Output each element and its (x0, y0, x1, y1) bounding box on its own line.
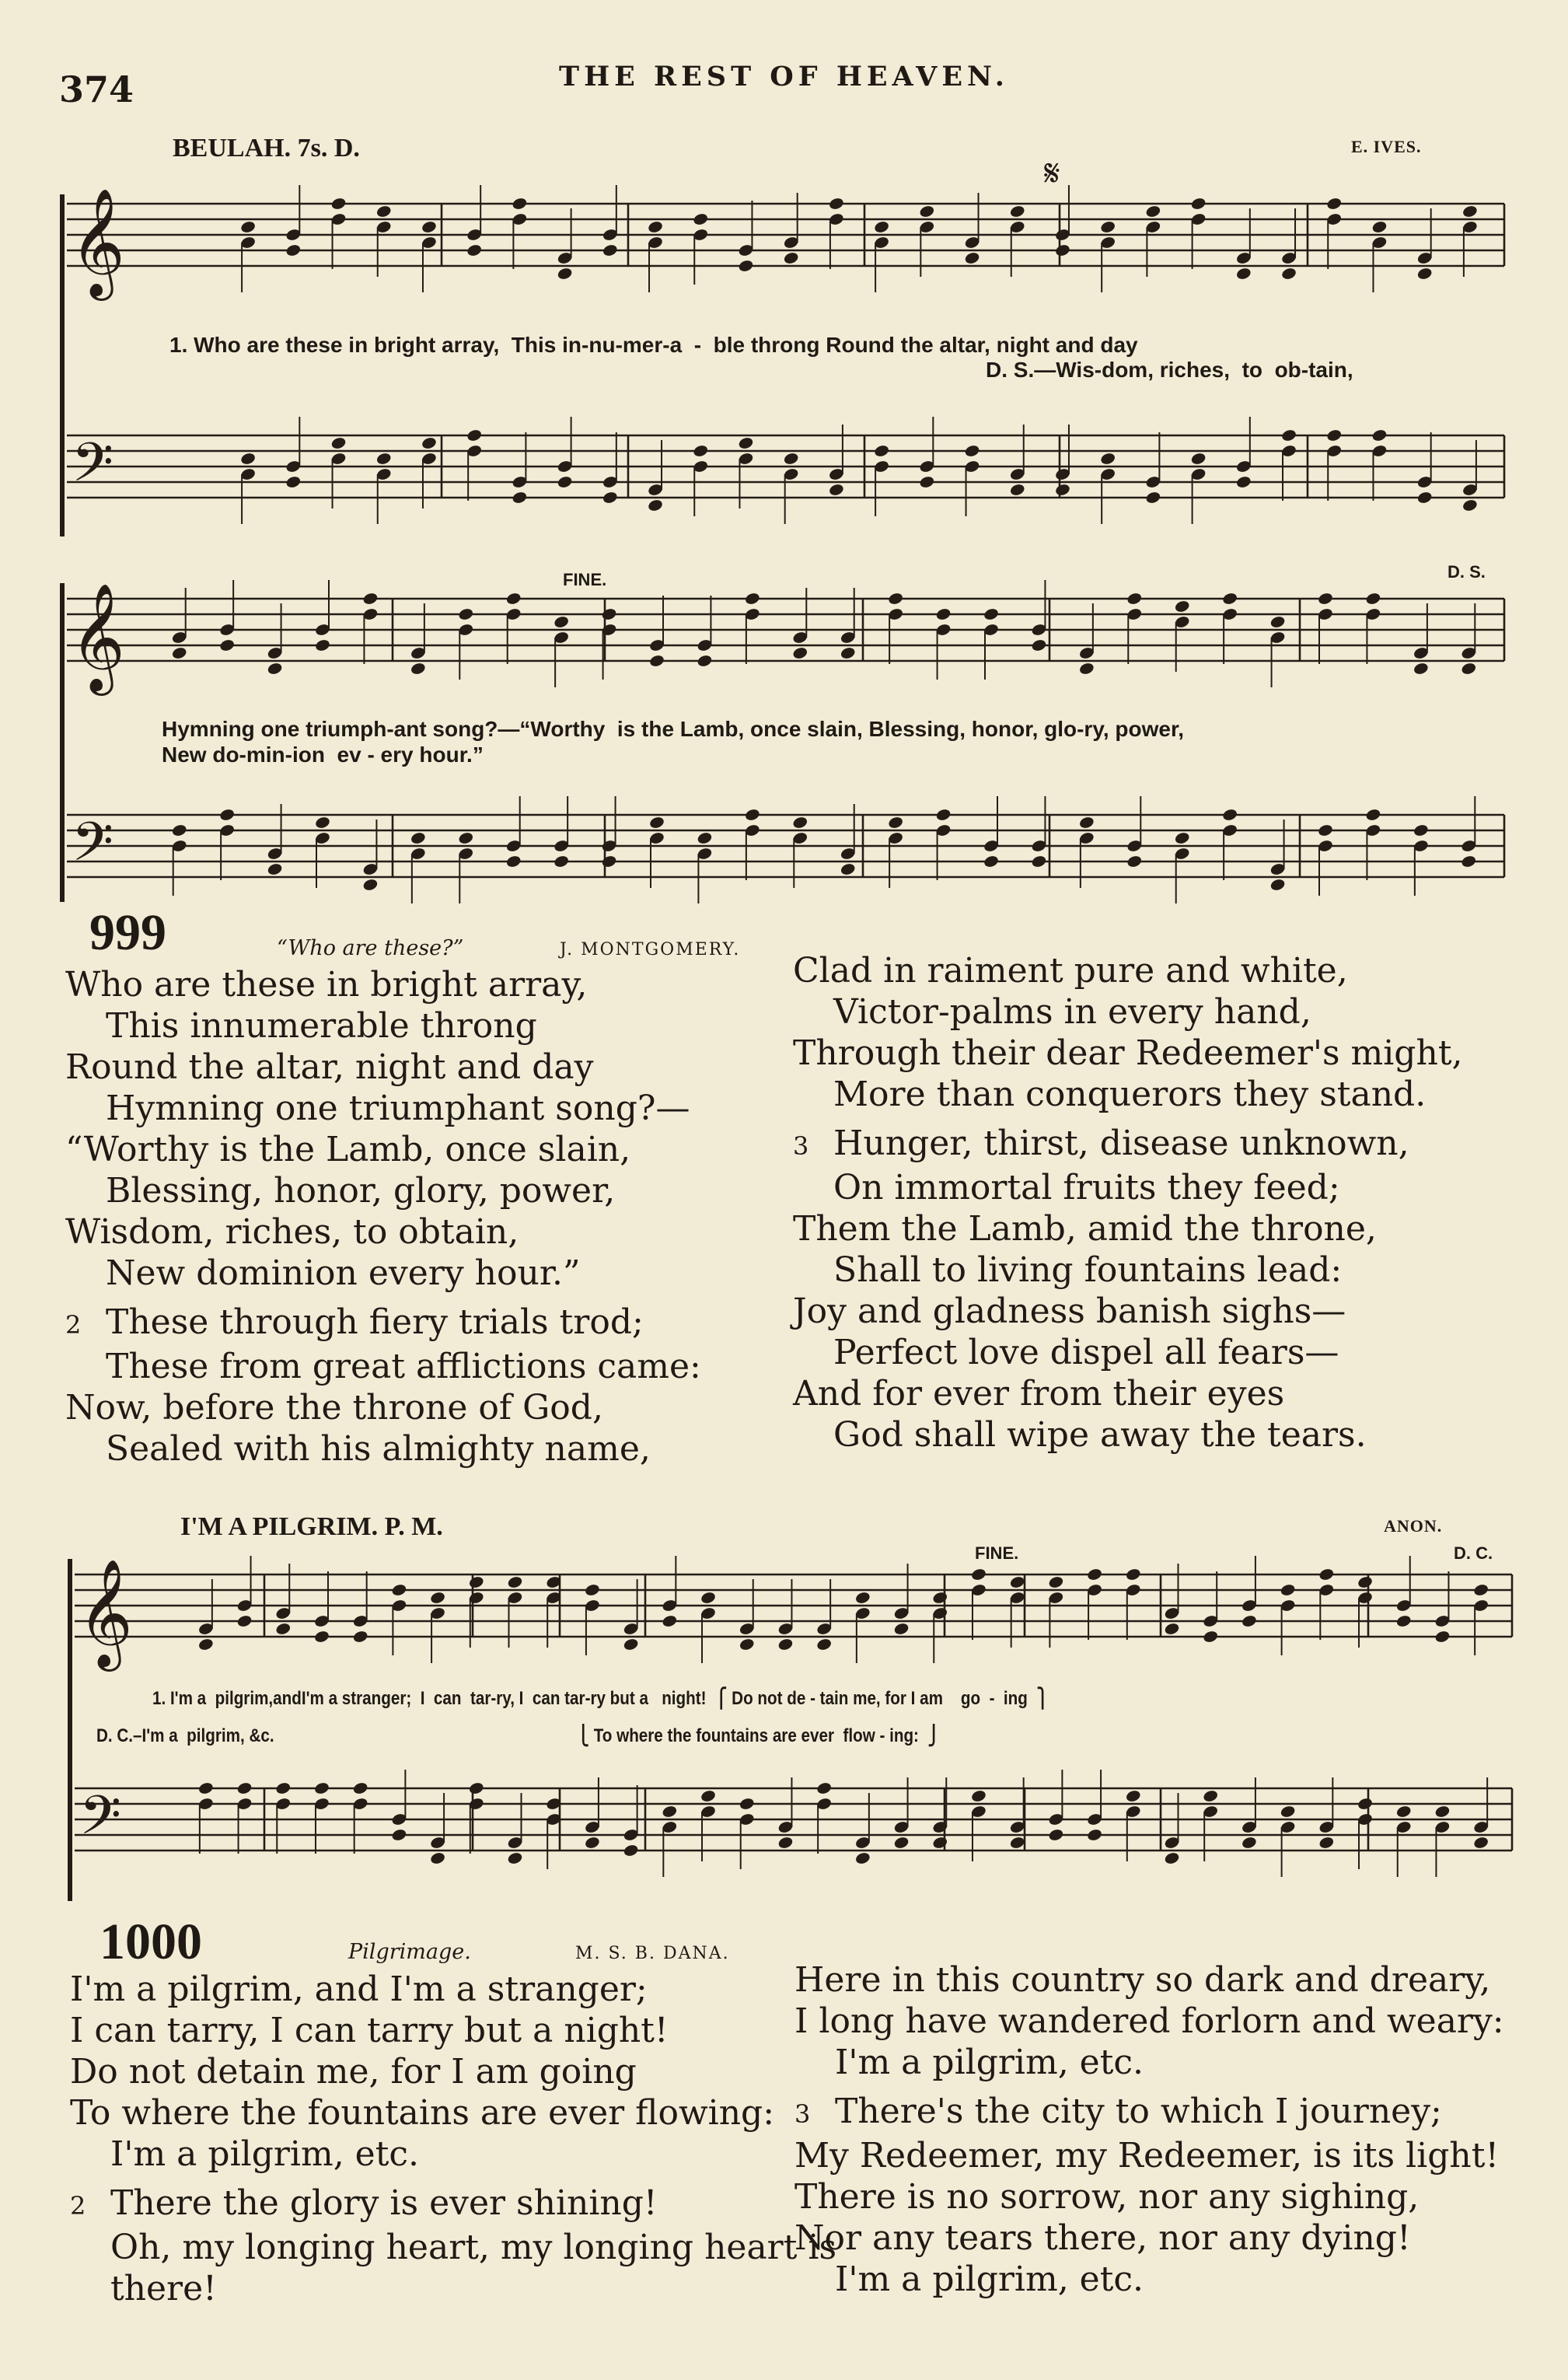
verse-text: I'm a pilgrim, etc. (835, 2259, 1144, 2299)
lyric-line: New do-min-ion ev - ery hour.” (162, 743, 484, 767)
verse-text: I'm a pilgrim, etc. (835, 2043, 1144, 2082)
verse-text: Shall to living fountains lead: (833, 1250, 1343, 1290)
verse-line (65, 1129, 701, 1170)
verse-line (65, 1005, 701, 1047)
verse-number: 2 (70, 2191, 86, 2221)
verse-line (70, 2010, 836, 2051)
verse-line (65, 1170, 701, 1211)
treble-staff (75, 1574, 1512, 1637)
verse-text: there! (110, 2269, 217, 2308)
verse-text: Nor any tears there, nor any dying! (794, 2218, 1411, 2258)
fine-mark: FINE. (975, 1543, 1019, 1563)
hymn-author: J. MONTGOMERY. (560, 940, 741, 959)
verse-line (65, 1211, 701, 1253)
hymn-number: 1000 (100, 1913, 202, 1970)
hymn-author: M. S. B. DANA. (575, 1944, 730, 1963)
hymn-999-column-right (793, 950, 1462, 1456)
verse-line (794, 2091, 1504, 2135)
verse-text: New dominion every hour.” (106, 1253, 581, 1293)
segno-mark: 𝄋 (1044, 153, 1060, 194)
verse-text: I'm a pilgrim, etc. (110, 2134, 420, 2174)
note-group (171, 796, 1477, 903)
dc-mark: D. C. (1454, 1543, 1493, 1563)
hymn-1000-column-left (70, 1969, 836, 2309)
verse-text: Clad in raiment pure and white, (793, 951, 1348, 991)
verse-text: Blessing, honor, glory, power, (106, 1171, 616, 1211)
note-group (197, 1770, 1489, 1877)
verse-text: These from great afflictions came: (106, 1347, 701, 1386)
hymn-1000-column-right (794, 1959, 1504, 2300)
verse-text: I'm a pilgrim, and I'm a stranger; (70, 1969, 648, 2009)
running-head: THE REST OF HEAVEN. (559, 61, 1009, 93)
hymn-number: 999 (89, 904, 166, 961)
verse-line (65, 1346, 701, 1387)
verse-text: Hunger, thirst, disease unknown, (833, 1124, 1409, 1163)
verse-text: To where the fountains are ever flowing: (70, 2093, 775, 2133)
treble-clef-icon: 𝄞 (70, 583, 125, 691)
verse-number: 3 (794, 2099, 811, 2129)
verse-line (794, 2042, 1504, 2083)
lyric-line: D. S.—Wis-dom, riches, to ob-tain, (986, 358, 1353, 382)
note-group (239, 185, 1478, 292)
verse-line (793, 1167, 1462, 1208)
note-group (239, 417, 1478, 524)
verse-line (70, 2227, 836, 2268)
verse-line (793, 1249, 1462, 1291)
verse-text: More than conquerors they stand. (833, 1075, 1427, 1114)
verse-line (70, 2134, 836, 2175)
verse-text: There is no sorrow, nor any sighing, (794, 2177, 1420, 2217)
verse-number: 2 (65, 1310, 82, 1340)
tune-name-beulah: BEULAH. 7s. D. (173, 134, 360, 163)
verse-text: And for ever from their eyes (793, 1374, 1285, 1414)
verse-line (65, 1387, 701, 1428)
verse-line (70, 1969, 836, 2010)
ds-mark: D. S. (1448, 562, 1486, 582)
verse-text: There's the city to which I journey; (835, 2092, 1442, 2131)
verse-text: Now, before the throne of God, (65, 1388, 603, 1428)
treble-staff (67, 599, 1504, 661)
verse-line (793, 1123, 1462, 1167)
lyric-line: D. C.–I'm a pilgrim, &c. ⎩ To where the fountains are ever flow - ing: ⎭ (96, 1725, 940, 1746)
verse-line (793, 1332, 1462, 1373)
verse-line (65, 1302, 701, 1346)
verse-line (793, 991, 1462, 1033)
bass-staff (67, 815, 1504, 877)
verse-line (65, 1088, 701, 1129)
verse-text: On immortal fruits they feed; (833, 1168, 1340, 1207)
bass-clef-icon: 𝄢 (72, 431, 114, 507)
verse-line (794, 2217, 1504, 2259)
verse-text: Perfect love dispel all fears— (833, 1333, 1339, 1372)
verse-text: Them the Lamb, amid the throne, (793, 1209, 1377, 1249)
verse-line (794, 1959, 1504, 2001)
verse-text: Joy and gladness banish sighs— (793, 1291, 1346, 1331)
verse-line (794, 2259, 1504, 2300)
verse-line (793, 1074, 1462, 1115)
verse-text: Who are these in bright array, (65, 965, 588, 1005)
lyric-line: 1. I'm a pilgrim,andI'm a stranger; I can tar-ry, I can tar-ry but a night! ⎧ Do not de - tain me, for I am go - ing ⎫ (152, 1688, 1049, 1709)
verse-text: Through their dear Redeemer's might, (793, 1033, 1463, 1073)
verse-text: This innumerable throng (106, 1006, 537, 1046)
verse-text: Hymning one triumphant song?— (106, 1089, 690, 1128)
lyric-line: Hymning one triumph-ant song?—“Worthy is the Lamb, once slain, Blessing, honor, glo-ry, power, (162, 717, 1185, 741)
verse-line (793, 1373, 1462, 1414)
verse-line (794, 2001, 1504, 2042)
treble-clef-icon: 𝄞 (78, 1559, 133, 1667)
verse-line (793, 1414, 1462, 1456)
tune-composer-pilgrim: ANON. (1384, 1516, 1443, 1536)
verse-line (793, 950, 1462, 991)
bass-clef-icon: 𝄢 (79, 1784, 122, 1860)
verse-line (793, 1033, 1462, 1074)
verse-text: God shall wipe away the tears. (833, 1415, 1367, 1455)
verse-text: Round the altar, night and day (65, 1047, 594, 1087)
verse-text: Oh, my longing heart, my longing heart is (110, 2228, 837, 2267)
bass-staff (75, 1788, 1512, 1851)
note-group (197, 1556, 1489, 1663)
verse-text: Victor-palms in every hand, (833, 992, 1311, 1032)
verse-text: My Redeemer, my Redeemer, is its light! (794, 2136, 1500, 2176)
verse-text: I can tarry, I can tarry but a night! (70, 2011, 669, 2050)
page-number: 374 (59, 68, 134, 110)
verse-text: I long have wandered forlorn and weary: (794, 2001, 1504, 2041)
verse-line (794, 2176, 1504, 2217)
verse-text: These through fiery trials trod; (106, 1302, 644, 1342)
verse-text: Sealed with his almighty name, (106, 1429, 651, 1469)
bass-clef-icon: 𝄢 (72, 810, 114, 886)
verse-line (793, 1208, 1462, 1249)
verse-line (65, 1428, 701, 1470)
verse-text: Do not detain me, for I am going (70, 2052, 637, 2092)
verse-line (70, 2268, 836, 2309)
verse-line (65, 1047, 701, 1088)
verse-text: Wisdom, riches, to obtain, (65, 1212, 519, 1252)
treble-clef-icon: 𝄞 (70, 188, 125, 296)
hymn-title: Pilgrimage. (348, 1940, 471, 1964)
verse-line (65, 1253, 701, 1294)
verse-line (794, 2135, 1504, 2176)
hymn-999-column-left (65, 964, 701, 1470)
verse-text: There the glory is ever shining! (110, 2183, 658, 2223)
hymn-title: “Who are these?” (277, 936, 464, 960)
verse-line (70, 2183, 836, 2227)
note-group (171, 580, 1477, 687)
verse-line (793, 1291, 1462, 1332)
tune-composer-beulah: E. IVES. (1351, 137, 1422, 156)
lyric-line: 1. Who are these in bright array, This in-nu-mer-a - ble throng Round the altar, night and day (169, 333, 1138, 357)
fine-mark: FINE. (563, 570, 607, 589)
verse-number: 3 (793, 1131, 809, 1161)
verse-line (70, 2051, 836, 2092)
tune-name-pilgrim: I'M A PILGRIM. P. M. (180, 1512, 443, 1541)
verse-text: Here in this country so dark and dreary, (794, 1960, 1491, 2000)
verse-line (70, 2092, 836, 2134)
verse-line (65, 964, 701, 1005)
verse-text: “Worthy is the Lamb, once slain, (65, 1130, 631, 1169)
